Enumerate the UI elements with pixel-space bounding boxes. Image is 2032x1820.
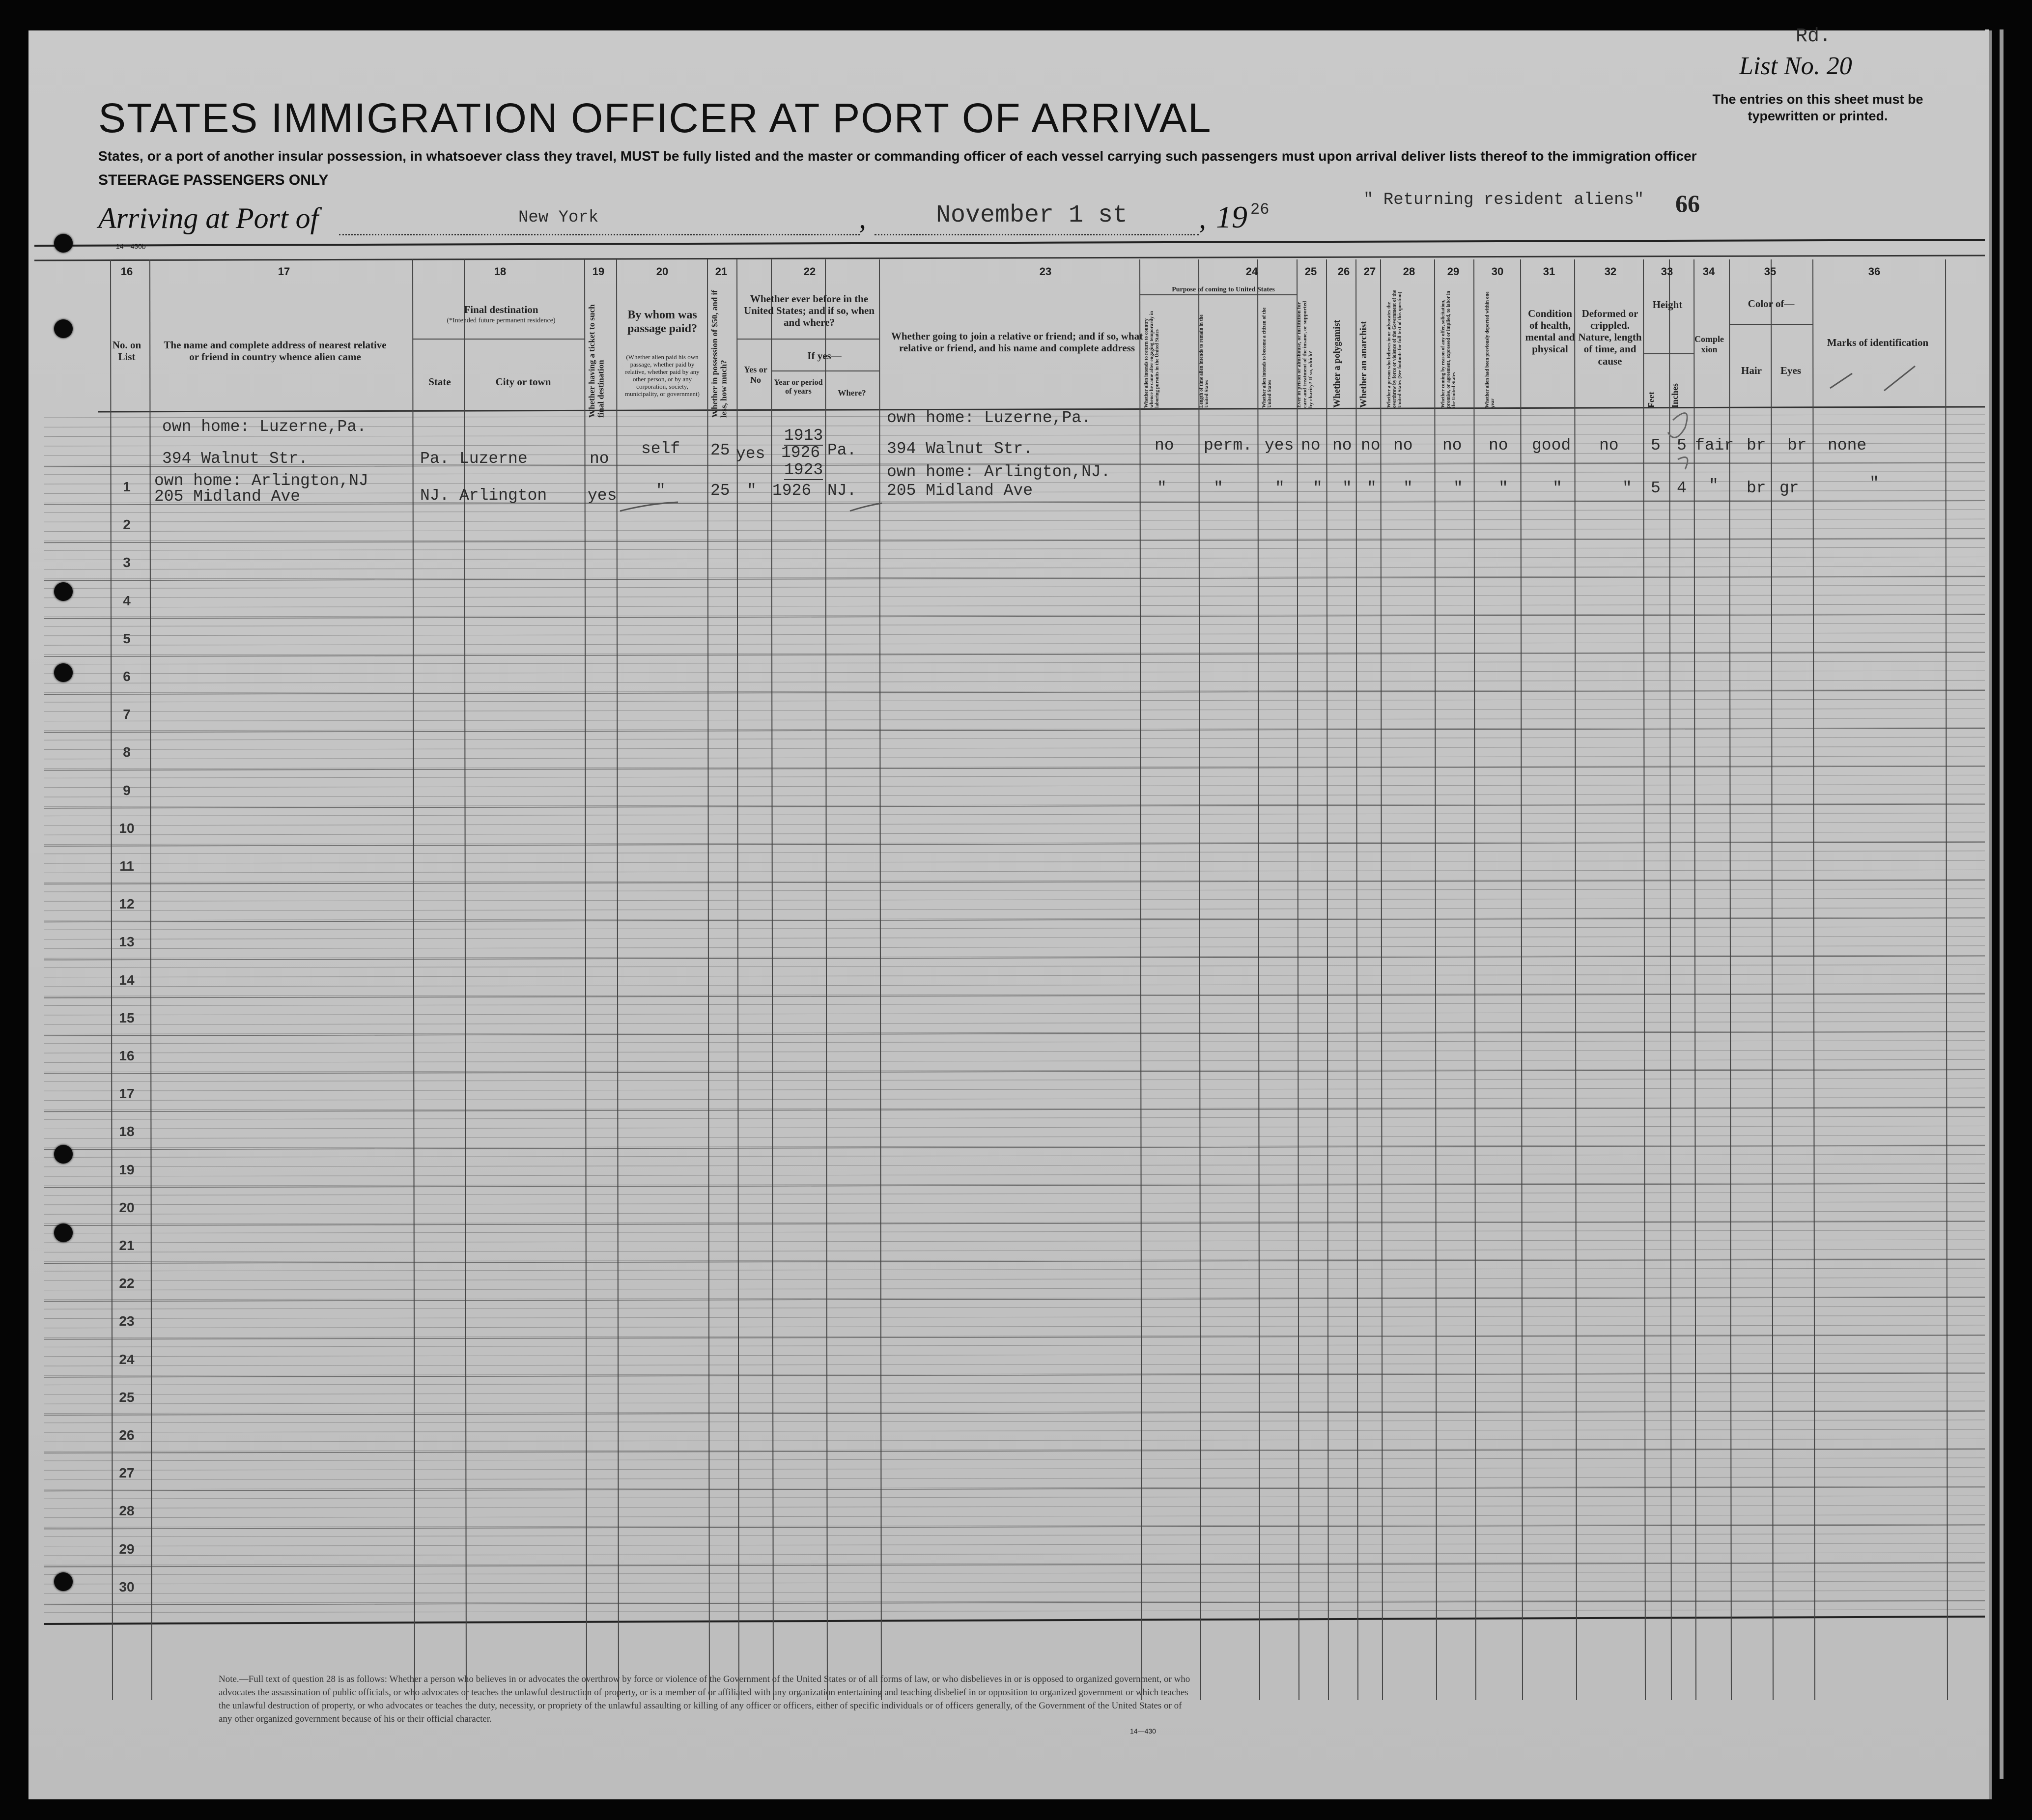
entry2-q28: " (1403, 479, 1413, 497)
header-labor-offer: Whether coming by reason of any offer, solicitation, promise, or agreement, expressed or implied, to labor in the United States (1440, 290, 1457, 408)
header-ever-before: Whether ever before in the United States; and if so, when and where? (743, 293, 875, 329)
header-return-intent: Whether alien intends to return to country whence he came after engaging temporarily in laboring pursuits in the United States (1144, 311, 1160, 408)
entry1-prison: no (1301, 436, 1321, 455)
entry2-prison: " (1313, 479, 1323, 497)
header-passage-paid-note: (Whether alien paid his own passage, whether paid by relative, whether paid by any other person, or by any corporation, society, municipality, or government) (625, 353, 700, 398)
row-number: 23 (119, 1313, 135, 1329)
header-prison: Ever in prison or almshouse, or institution for care and treatment of the insane, or supported by charity? If so, which? (1296, 301, 1314, 408)
header-final-destination-note: (*Intended future permanent residence) (447, 317, 556, 324)
entry1-eyes: br (1787, 436, 1807, 455)
row-number: 26 (119, 1427, 135, 1443)
header-nearest-relative: The name and complete address of nearest relative or friend in country whence alien came (164, 339, 387, 363)
col-num-33: 33 (1661, 265, 1673, 278)
col-num-31: 31 (1543, 265, 1555, 278)
row-number: 14 (119, 972, 135, 988)
date-value: November 1 st (936, 201, 1128, 229)
list-number: List No. 20 (1739, 52, 1852, 80)
entry1-q29: no (1442, 436, 1462, 455)
form-title: STATES IMMIGRATION OFFICER AT PORT OF ARRIVAL (98, 95, 1212, 141)
header-citizen-intent: Whether alien intends to become a citizen of the United States (1262, 307, 1272, 408)
col-num-21: 21 (715, 265, 728, 278)
row-number: 19 (119, 1162, 135, 1177)
steerage-label: STEERAGE PASSENGERS ONLY (98, 172, 329, 188)
header-passage-paid: By whom was passage paid? (627, 309, 698, 335)
header-eyes: Eyes (1780, 365, 1801, 376)
entry2-city: Arlington (459, 486, 547, 505)
entry1-q28: no (1393, 436, 1413, 455)
entry1-years-a: 1913 (784, 427, 823, 445)
entry2-ticket: yes (588, 486, 617, 505)
col-num-26: 26 (1337, 265, 1350, 278)
header-city: City or town (495, 376, 551, 388)
returning-resident-note: " Returning resident aliens" (1363, 191, 1644, 209)
entry2-paid-by: " (656, 482, 666, 500)
header-length-of-stay: Length of time alien intends to remain in the United States (1199, 314, 1210, 408)
header-yes-no: Yes or No (744, 365, 767, 385)
entry2-length: " (1214, 479, 1223, 497)
col-num-19: 19 (592, 265, 605, 278)
header-health: Condition of health, mental and physical (1525, 308, 1575, 355)
port-value: New York (518, 208, 599, 227)
entry1-money: 25 (710, 441, 730, 459)
entry2-years-b: 1926 (772, 482, 812, 500)
row-number: 27 (119, 1465, 135, 1481)
entry2-where: NJ. (827, 482, 857, 500)
row-number: 7 (123, 707, 131, 722)
col-num-27: 27 (1363, 265, 1376, 278)
entry1-health: good (1532, 436, 1571, 455)
header-deported: Whether alien had been previously deported within one year (1485, 291, 1496, 408)
header-no-on-list: No. on List (112, 339, 141, 363)
header-question-28: Whether a person who believes in or advocates the overthrow by force or violence of the Government of the United States (See footnote for full text of this question) (1386, 290, 1403, 408)
entry1-state: Pa. (420, 450, 450, 468)
form-code: 14—430b (116, 242, 146, 250)
row-number: 18 (119, 1124, 135, 1139)
entry1-join-line1: own home: Luzerne,Pa. (887, 409, 1091, 427)
header-if-yes: If yes— (807, 350, 842, 362)
col-num-32: 32 (1604, 265, 1617, 278)
header-inches: Inches (1670, 383, 1680, 408)
entry1-anarchist: no (1361, 436, 1381, 455)
year-suffix: 26 (1250, 200, 1270, 219)
entry1-q30: no (1489, 436, 1508, 455)
row-number: 5 (123, 630, 131, 646)
col-num-23: 23 (1039, 265, 1052, 278)
entry1-relative-line2: 394 Walnut Str. (162, 450, 309, 468)
entry1-hair: br (1747, 436, 1766, 455)
entry1-polygamist: no (1332, 436, 1352, 455)
col-num-34: 34 (1702, 265, 1715, 278)
col-num-29: 29 (1447, 265, 1460, 278)
comma: , (859, 202, 866, 234)
row-number: 15 (119, 1010, 135, 1025)
entry1-complexion: fair (1695, 436, 1734, 455)
handwritten-count: 66 (1675, 190, 1700, 217)
row-number: 4 (123, 593, 131, 608)
header-money: Whether in possession of $50, and if less, how much? (710, 290, 729, 418)
row-number: 20 (119, 1199, 135, 1215)
col-num-36: 36 (1868, 265, 1881, 278)
entry1-relative-line1: own home: Luzerne,Pa. (162, 418, 367, 436)
entry2-money: 25 (710, 482, 730, 500)
row-number: 12 (119, 896, 135, 912)
entry2-marks: " (1869, 474, 1879, 492)
entry1-inches: 5 (1677, 436, 1687, 455)
row-number: 30 (119, 1579, 135, 1594)
col-num-25: 25 (1304, 265, 1317, 278)
entry1-marks: none (1828, 436, 1867, 455)
entry2-health: " (1552, 479, 1562, 497)
header-state: State (428, 376, 451, 388)
row-number: 24 (119, 1351, 135, 1367)
header-join-relative: Whether going to join a relative or friend; and if so, what relative or friend, and his name and complete address (891, 330, 1143, 354)
row-number: 25 (119, 1389, 135, 1405)
entry1-paid-by: self (641, 440, 680, 458)
header-height: Height (1652, 299, 1683, 311)
row-number: 28 (119, 1503, 135, 1519)
entry2-q29: " (1453, 479, 1463, 497)
header-feet: Feet (1646, 392, 1656, 408)
entry2-q30: " (1498, 479, 1508, 497)
header-years: Year or period of years (774, 378, 823, 396)
entry2-state: NJ. (420, 486, 450, 505)
row-number: 21 (119, 1238, 135, 1253)
rd-label: Rd. (1796, 26, 1832, 48)
entry1-ever-before: yes (736, 445, 765, 463)
entry1-length: perm. (1204, 436, 1253, 455)
header-deformed: Deformed or crippled. Nature, length of time, and cause (1578, 308, 1642, 367)
col-num-20: 20 (656, 265, 669, 278)
comma: , (1199, 202, 1206, 234)
form-subtitle: States, or a port of another insular possession, in whatsoever class they travel, MUST be fully listed and the master or commanding officer of each vessel carrying such passengers must upon arrival deliver lists thereof to the immigration officer (98, 148, 1697, 164)
col-num-18: 18 (494, 265, 507, 278)
entry1-join-line2: 394 Walnut Str. (887, 440, 1033, 458)
typewritten-instruction: The entries on this sheet must be typewritten or printed. (1712, 92, 1923, 123)
entry1-return: no (1155, 436, 1174, 455)
arriving-label: Arriving at Port of (98, 202, 319, 234)
row-number: 6 (123, 669, 131, 684)
row-number: 1 (123, 479, 131, 494)
col-num-30: 30 (1491, 265, 1504, 278)
entry2-years-a: 1923 (784, 461, 823, 479)
row-number: 3 (123, 555, 131, 570)
header-where: Where? (838, 388, 866, 398)
entry2-join-line1: own home: Arlington,NJ. (887, 463, 1111, 481)
col-num-35: 35 (1764, 265, 1777, 278)
entry2-feet: 5 (1651, 479, 1661, 497)
header-complexion: Complexion (1694, 334, 1724, 354)
row-number: 8 (123, 744, 131, 760)
header-hair: Hair (1741, 365, 1762, 376)
entry2-relative-line1: own home: Arlington,NJ (154, 472, 368, 490)
entry1-where: Pa. (827, 441, 857, 459)
header-color-of: Color of— (1748, 298, 1795, 310)
entry1-years-b: 1926 (781, 444, 820, 462)
row-number: 13 (119, 934, 135, 950)
entry2-inches: 4 (1677, 479, 1687, 497)
col-num-24: 24 (1245, 265, 1258, 278)
footnote-question-28: Note.—Full text of question 28 is as follows: Whether a person who believes in or advocates the overthrow by force or violence of the Government of the United States or of all forms of law, or who disbelieves in or is opposed to organized government, or who advocates the assassination of public officials, or who advocates or teaches the unlawful destruction of property, or is a member of or affiliated with any organization entertaining and teaching disbelief in or opposition to organized government or which teaches the unlawful destruction of property, or who advocates or teaches the duty, necessity, or propriety of the unlawful assaulting or killing of any officer or officers, either of specific individuals or of officers generally, of the Government of the United States or of any other organized government because of his or their official character. (219, 1674, 1190, 1724)
col-num-16: 16 (120, 265, 133, 278)
header-ticket: Whether having a ticket to such final destination (587, 304, 606, 418)
col-num-17: 17 (278, 265, 290, 278)
col-num-28: 28 (1403, 265, 1415, 278)
header-purpose: Purpose of coming to United States (1172, 286, 1275, 293)
entry1-ticket: no (590, 450, 609, 468)
entry2-ever-before: " (747, 482, 757, 500)
entry2-eyes: gr (1779, 479, 1799, 497)
entry2-return: " (1157, 479, 1167, 497)
year-prefix: 19 (1216, 199, 1247, 234)
row-number: 9 (123, 782, 131, 798)
entry2-complexion: " (1709, 477, 1719, 495)
row-number: 16 (119, 1048, 135, 1063)
entry2-hair: br (1747, 479, 1766, 497)
row-number: 17 (119, 1086, 135, 1102)
entry2-join-line2: 205 Midland Ave (887, 482, 1033, 500)
header-polygamist: Whether a polygamist (1332, 319, 1342, 408)
entry1-citizen: yes (1265, 436, 1294, 455)
entry1-feet: 5 (1651, 436, 1661, 455)
row-number: 10 (119, 820, 135, 836)
entry2-deformed: " (1622, 479, 1632, 497)
entry2-relative-line2: 205 Midland Ave (154, 487, 301, 506)
row-number: 11 (119, 858, 134, 874)
row-number: 29 (119, 1541, 135, 1557)
row-number: 22 (119, 1276, 135, 1291)
form-code-bottom: 14—430 (1130, 1727, 1156, 1735)
header-marks: Marks of identification (1827, 337, 1929, 348)
entry2-citizen: " (1275, 479, 1285, 497)
col-num-22: 22 (803, 265, 816, 278)
header-final-destination: Final destination (464, 304, 538, 315)
entry2-anarchist: " (1367, 479, 1377, 497)
entry2-polygamist: " (1342, 479, 1352, 497)
header-anarchist: Whether an anarchist (1358, 321, 1369, 408)
entry1-city: Luzerne (459, 450, 528, 468)
row-number: 2 (123, 517, 131, 533)
entry1-deformed: no (1599, 436, 1619, 455)
